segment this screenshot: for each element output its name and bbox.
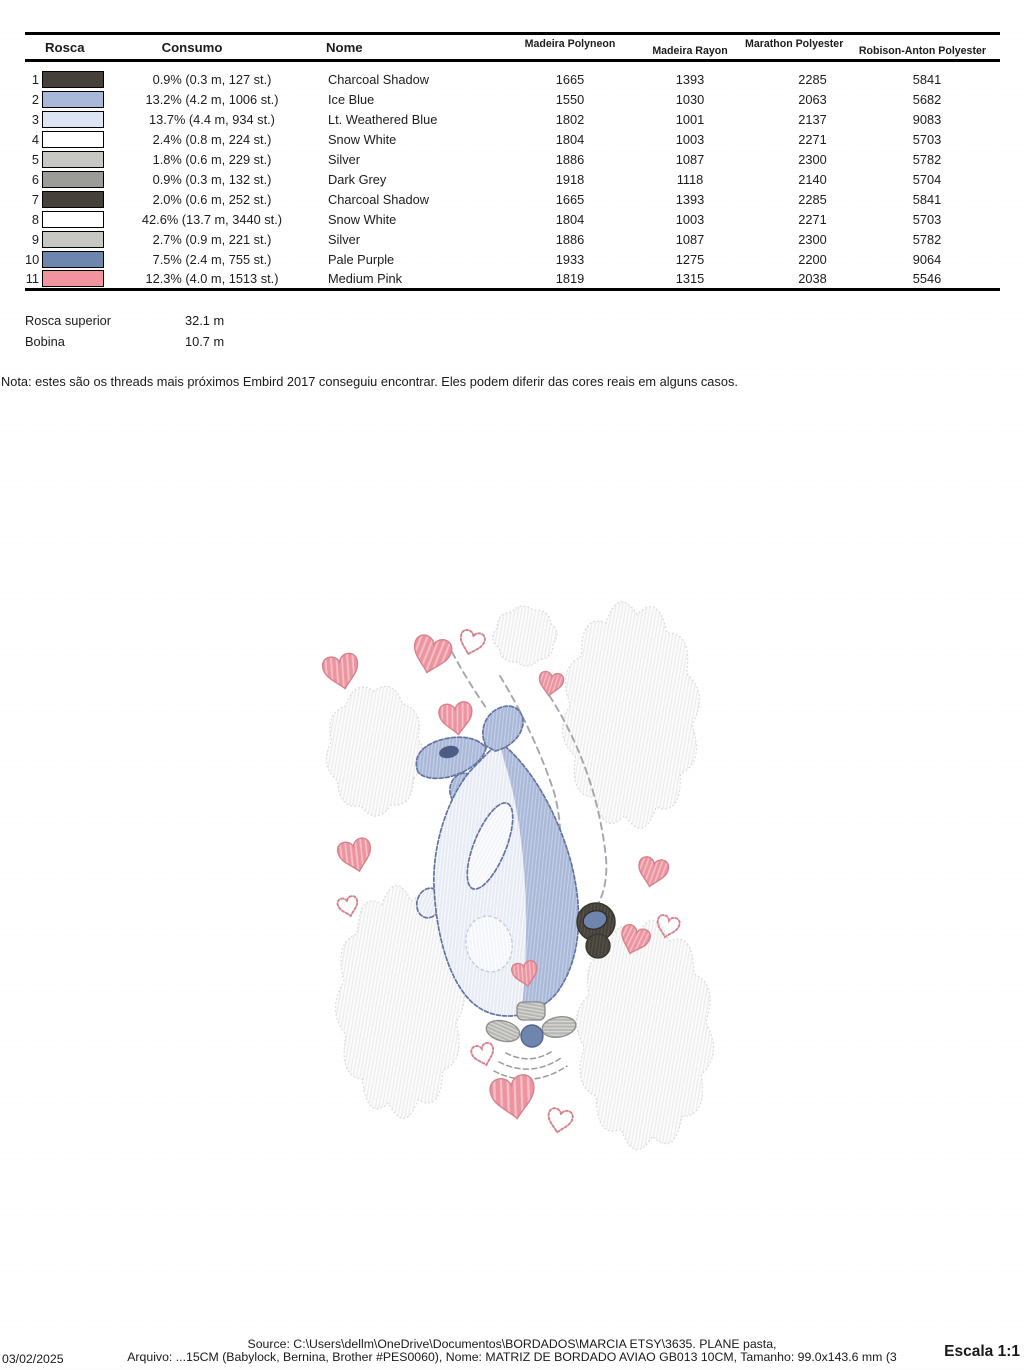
footer-source-line: Source: C:\Users\dellm\OneDrive\Documentos\BORDADOS\MARCIA ETSY\3635. PLANE pasta, — [247, 1337, 777, 1351]
madeira-rayon-code: 1315 — [675, 271, 705, 287]
thread-color-swatch — [42, 270, 104, 287]
madeira-rayon-code: 1087 — [675, 232, 705, 247]
madeira-polyneon-code: 1886 — [555, 152, 585, 167]
swoosh-arc — [506, 1050, 554, 1059]
heart-stitch-outline — [457, 629, 487, 658]
cloud-stitch — [326, 686, 423, 816]
footer-scale-label: Escala 1:1 — [944, 1343, 1020, 1360]
thread-name: Medium Pink — [328, 271, 402, 287]
madeira-rayon-code: 1118 — [676, 172, 704, 187]
robison-anton-code: 5703 — [912, 132, 942, 147]
thread-row — [25, 190, 1000, 210]
thread-row — [25, 230, 1000, 250]
header-robison-anton: Robison-Anton Polyester — [858, 45, 986, 57]
thread-number: 9 — [31, 232, 39, 247]
thread-consumption: 2.0% (0.6 m, 252 st.) — [152, 192, 272, 207]
madeira-polyneon-code: 1804 — [555, 212, 585, 227]
thread-row — [25, 170, 1000, 190]
madeira-polyneon-code: 1550 — [555, 92, 585, 107]
footer-date: 03/02/2025 — [2, 1352, 64, 1366]
heart-stitch-filled — [321, 652, 362, 692]
thread-note: Nota: estes são os threads mais próximos Embird 2017 conseguiu encontrar. Eles podem diferir das cores reais em alguns casos. — [1, 374, 738, 389]
cloud-stitch — [493, 606, 557, 666]
header-marathon-polyester: Marathon Polyester — [745, 38, 844, 50]
thread-color-swatch — [42, 71, 104, 88]
madeira-rayon-code: 1275 — [675, 252, 705, 267]
thread-color-swatch — [42, 251, 104, 268]
thread-number: 11 — [25, 271, 39, 287]
thread-consumption: 13.7% (4.4 m, 934 st.) — [149, 112, 275, 127]
robison-anton-code: 5704 — [912, 172, 942, 187]
thread-number: 6 — [31, 172, 39, 187]
thread-name: Charcoal Shadow — [328, 72, 430, 87]
bobbin-label: Bobina — [25, 333, 65, 349]
thread-number: 5 — [31, 152, 39, 167]
thread-number: 2 — [31, 92, 39, 107]
thread-number: 10 — [25, 252, 40, 267]
thread-color-swatch — [42, 111, 104, 128]
thread-row — [25, 270, 1000, 290]
thread-name: Silver — [328, 152, 360, 167]
marathon-polyester-code: 2271 — [798, 132, 827, 147]
marathon-polyester-code: 2137 — [798, 112, 827, 127]
header-rosca: Rosca — [45, 39, 85, 55]
madeira-rayon-code: 1393 — [675, 72, 705, 87]
thread-consumption: 2.4% (0.8 m, 224 st.) — [152, 132, 272, 147]
thread-swatch-cell — [42, 210, 106, 230]
thread-swatch-cell — [42, 130, 106, 150]
bobbin-value: 10.7 m — [185, 333, 225, 349]
thread-number: 1 — [31, 72, 39, 87]
marathon-polyester-code: 2063 — [798, 92, 827, 107]
airplane-embroidery-svg — [300, 580, 730, 1160]
thread-row — [25, 150, 1000, 170]
marathon-polyester-code: 2271 — [798, 212, 827, 227]
thread-consumption: 1.8% (0.6 m, 229 st.) — [152, 152, 272, 167]
thread-number: 7 — [31, 192, 39, 207]
thread-name: Charcoal Shadow — [328, 192, 430, 207]
thread-consumption: 0.9% (0.3 m, 127 st.) — [152, 72, 272, 87]
thread-color-swatch — [42, 171, 104, 188]
thread-name: Snow White — [328, 212, 397, 227]
upper-thread-value: 32.1 m — [185, 313, 225, 328]
heart-stitch-outline — [470, 1042, 497, 1068]
thread-consumption: 12.3% (4.0 m, 1513 st.) — [145, 271, 279, 287]
thread-number: 4 — [31, 132, 39, 147]
robison-anton-code: 9064 — [912, 252, 942, 267]
madeira-rayon-code: 1003 — [675, 132, 705, 147]
thread-row — [25, 110, 1000, 130]
swoosh-arc — [499, 1058, 561, 1069]
robison-anton-code: 5546 — [912, 271, 942, 287]
thread-row — [25, 250, 1000, 270]
madeira-polyneon-code: 1804 — [555, 132, 585, 147]
robison-anton-code: 9083 — [912, 112, 942, 127]
header-nome: Nome — [326, 39, 363, 55]
robison-anton-code: 5682 — [912, 92, 942, 107]
madeira-polyneon-code: 1802 — [555, 112, 585, 127]
thread-number: 8 — [31, 212, 39, 227]
airplane-wheel — [577, 903, 615, 958]
thread-swatch-cell — [42, 110, 106, 130]
propeller-swoosh-lines — [494, 1050, 567, 1079]
thread-swatch-cell — [42, 270, 106, 290]
madeira-rayon-code: 1001 — [675, 112, 705, 127]
marathon-polyester-code: 2038 — [798, 271, 827, 287]
robison-anton-code: 5782 — [912, 152, 942, 167]
thread-name: Snow White — [328, 132, 397, 147]
thread-number: 3 — [31, 112, 39, 127]
robison-anton-code: 5782 — [912, 232, 942, 247]
marathon-polyester-code: 2285 — [798, 72, 827, 87]
heart-stitch-filled — [488, 1073, 539, 1122]
cloud-stitch — [563, 602, 700, 828]
madeira-polyneon-code: 1933 — [555, 252, 585, 267]
upper-thread-total — [25, 311, 224, 332]
thread-consumption: 7.5% (2.4 m, 755 st.) — [152, 252, 272, 267]
madeira-rayon-code: 1003 — [675, 212, 705, 227]
propeller-hub — [521, 1025, 543, 1047]
thread-row — [25, 210, 1000, 230]
madeira-polyneon-code: 1886 — [555, 232, 585, 247]
thread-color-swatch — [42, 211, 104, 228]
heart-stitch-outline — [545, 1107, 574, 1135]
thread-color-swatch — [42, 191, 104, 208]
thread-color-swatch — [42, 151, 104, 168]
madeira-rayon-code: 1087 — [675, 152, 705, 167]
thread-row — [25, 70, 1000, 90]
header-madeira-polyneon: Madeira Polyneon — [524, 38, 616, 50]
upper-thread-label: Rosca superior — [25, 313, 112, 328]
heart-stitch-filled — [409, 633, 454, 677]
thread-swatch-cell — [42, 70, 106, 90]
airplane-tail-fin — [483, 706, 523, 751]
propeller-blade-right — [541, 1014, 578, 1040]
marathon-polyester-code: 2285 — [798, 192, 827, 207]
thread-color-swatch — [42, 231, 104, 248]
madeira-polyneon-code: 1819 — [555, 271, 585, 287]
thread-swatch-cell — [42, 170, 106, 190]
marathon-polyester-code: 2200 — [798, 252, 827, 267]
thread-color-swatch — [42, 131, 104, 148]
heart-stitch-outline — [337, 895, 361, 918]
propeller-mount — [517, 1002, 545, 1020]
thread-table-header — [25, 34, 1000, 61]
propeller-blade-left — [484, 1017, 522, 1045]
heart-stitch-filled — [537, 671, 565, 698]
thread-name: Ice Blue — [328, 92, 375, 107]
thread-swatch-cell — [42, 150, 106, 170]
wheel-lower-blob — [586, 934, 610, 958]
thread-table — [25, 32, 1000, 291]
thread-row — [25, 90, 1000, 110]
flight-trail — [452, 652, 487, 709]
marathon-polyester-code: 2300 — [798, 232, 827, 247]
thread-name: Dark Grey — [328, 172, 387, 187]
bobbin-total — [25, 332, 224, 353]
heart-stitch-filled — [635, 855, 670, 889]
robison-anton-code: 5841 — [912, 192, 942, 207]
marathon-polyester-code: 2300 — [798, 152, 827, 167]
thread-name: Pale Purple — [328, 252, 395, 267]
thread-color-swatch — [42, 91, 104, 108]
thread-swatch-cell — [42, 190, 106, 210]
table-spacer-row — [25, 61, 1000, 70]
madeira-polyneon-code: 1665 — [555, 72, 585, 87]
thread-name: Lt. Weathered Blue — [328, 112, 438, 127]
thread-name: Silver — [328, 232, 360, 247]
thread-row — [25, 130, 1000, 150]
embroidery-design-preview — [300, 580, 730, 1160]
thread-table-body — [25, 61, 1000, 290]
madeira-polyneon-code: 1665 — [555, 192, 585, 207]
thread-consumption: 2.7% (0.9 m, 221 st.) — [152, 232, 272, 247]
footer-file-line: Arquivo: ...15CM (Babylock, Bernina, Brother #PES0060), Nome: MATRIZ DE BORDADO AVIAO GB013 10CM, Tamanho: 99.0x143.6 mm (3 — [127, 1350, 897, 1364]
thread-swatch-cell — [42, 230, 106, 250]
marathon-polyester-code: 2140 — [798, 172, 827, 187]
madeira-rayon-code: 1030 — [675, 92, 705, 107]
heart-stitch-filled — [438, 701, 475, 737]
madeira-polyneon-code: 1918 — [555, 172, 585, 187]
robison-anton-code: 5841 — [912, 72, 942, 87]
header-madeira-rayon: Madeira Rayon — [652, 45, 728, 57]
thread-consumption: 13.2% (4.2 m, 1006 st.) — [145, 92, 279, 107]
thread-totals — [25, 311, 224, 352]
thread-swatch-cell — [42, 250, 106, 270]
heart-stitch-filled — [336, 836, 376, 875]
thread-consumption: 42.6% (13.7 m, 3440 st.) — [141, 212, 283, 227]
madeira-rayon-code: 1393 — [675, 192, 705, 207]
robison-anton-code: 5703 — [912, 212, 942, 227]
thread-consumption: 0.9% (0.3 m, 132 st.) — [152, 172, 272, 187]
header-consumo: Consumo — [161, 39, 223, 55]
thread-swatch-cell — [42, 90, 106, 110]
